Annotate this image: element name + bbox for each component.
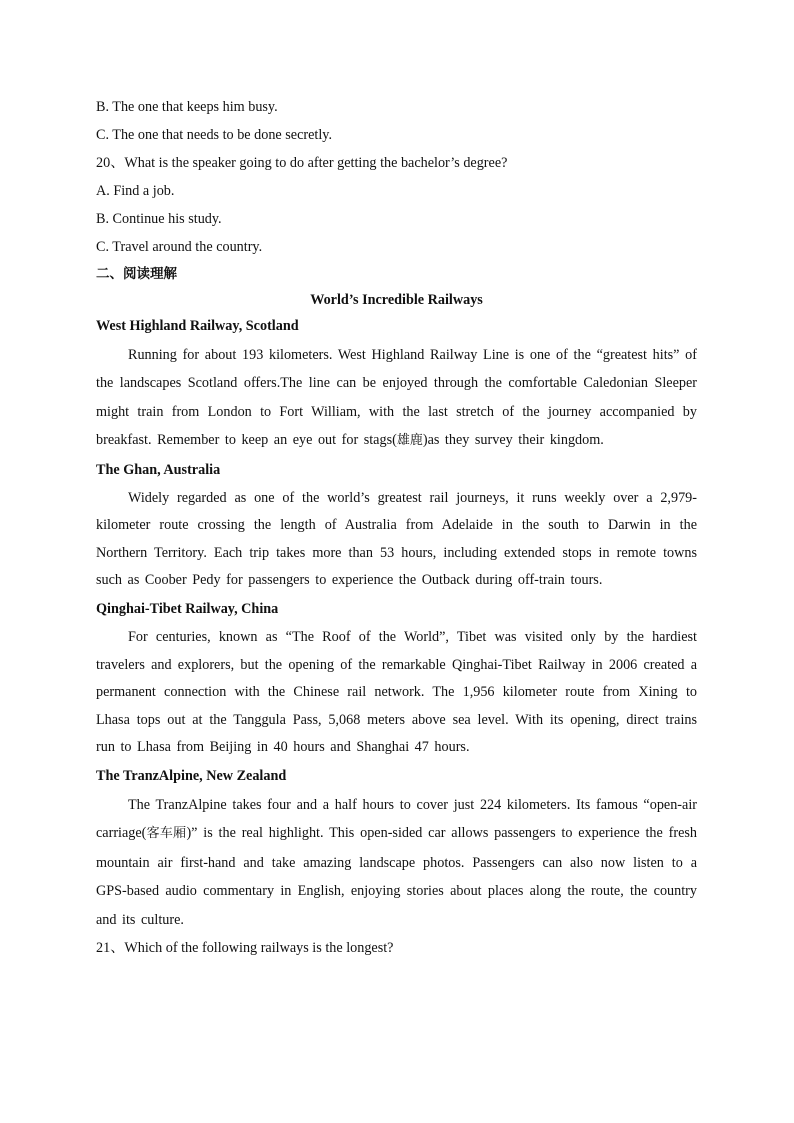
option-q20-c: C. Travel around the country. — [96, 239, 263, 255]
section-4-cjk-gloss: 客车厢 — [146, 826, 187, 842]
section-1-text-a: Running for about 193 kilometers. West Highland Railway Line is one of the “greatest hits” of the landscapes Scotland offers.The line can be enjoyed through the comfortable Caledonian Sleeper might train from London to Fort William, with the last stretch of the journey accompanied by breakfast. Remember to keep an eye out for stags( — [96, 347, 697, 449]
section-1-cjk-gloss: 雄鹿 — [396, 433, 423, 449]
question-20: 20、What is the speaker going to do after getting the bachelor’s degree? — [96, 155, 508, 171]
section-heading-reading: 二、阅读理解 — [96, 266, 177, 282]
page-content — [96, 93, 697, 962]
section-2-body — [96, 485, 697, 595]
option-q19-b: B. The one that keeps him busy. — [96, 99, 278, 115]
section-2-text: Widely regarded as one of the world’s greatest rail journeys, it runs weekly over a 2,979-kilometer route crossing the length of Australia from Adelaide in the south to Darwin in the Northern Territory. Each trip takes more than 53 hours, including extended stops in remote towns such as Coober Pedy for passengers to experience the Outback during off-train tours. — [96, 489, 697, 589]
article-title: World’s Incredible Railways — [310, 292, 483, 308]
question-21: 21、Which of the following railways is the longest? — [96, 940, 394, 956]
option-q20-a: A. Find a job. — [96, 183, 175, 199]
section-3-text: For centuries, known as “The Roof of the World”, Tibet was visited only by the hardiest travelers and explorers, but the opening of the remarkable Qinghai-Tibet Railway in 2006 created a permanent connection with the Chinese rail network. The 1,956 kilometer route from Xining to Lhasa tops out at the Tanggula Pass, 5,068 meters above sea level. With its opening, direct trains run to Lhasa from Beijing in 40 hours and Shanghai 47 hours. — [96, 629, 697, 756]
section-1-heading: West Highland Railway, Scotland — [96, 318, 299, 334]
section-1-text-b: )as they survey their kingdom. — [422, 432, 604, 449]
section-4-body — [96, 791, 697, 934]
section-4-text-b: )” is the real highlight. This open-sided car allows passengers to experience the fresh mountain air first-hand and take amazing landscape photos. Passengers can also now listen to a GPS-based audio commentary in English, enjoying stories about places along the route, the country and its culture. — [96, 825, 697, 928]
section-2-heading: The Ghan, Australia — [96, 461, 221, 478]
section-3-body — [96, 624, 697, 762]
section-4-heading: The TranzAlpine, New Zealand — [96, 767, 287, 784]
section-4-text-a: The TranzAlpine takes four and a half hours to cover just 224 kilometers. Its famous “open-air carriage( — [96, 796, 697, 842]
section-3-heading: Qinghai-Tibet Railway, China — [96, 601, 279, 617]
option-q20-b: B. Continue his study. — [96, 211, 222, 227]
option-q19-c: C. The one that needs to be done secretly. — [96, 127, 332, 143]
section-1-body — [96, 341, 697, 456]
